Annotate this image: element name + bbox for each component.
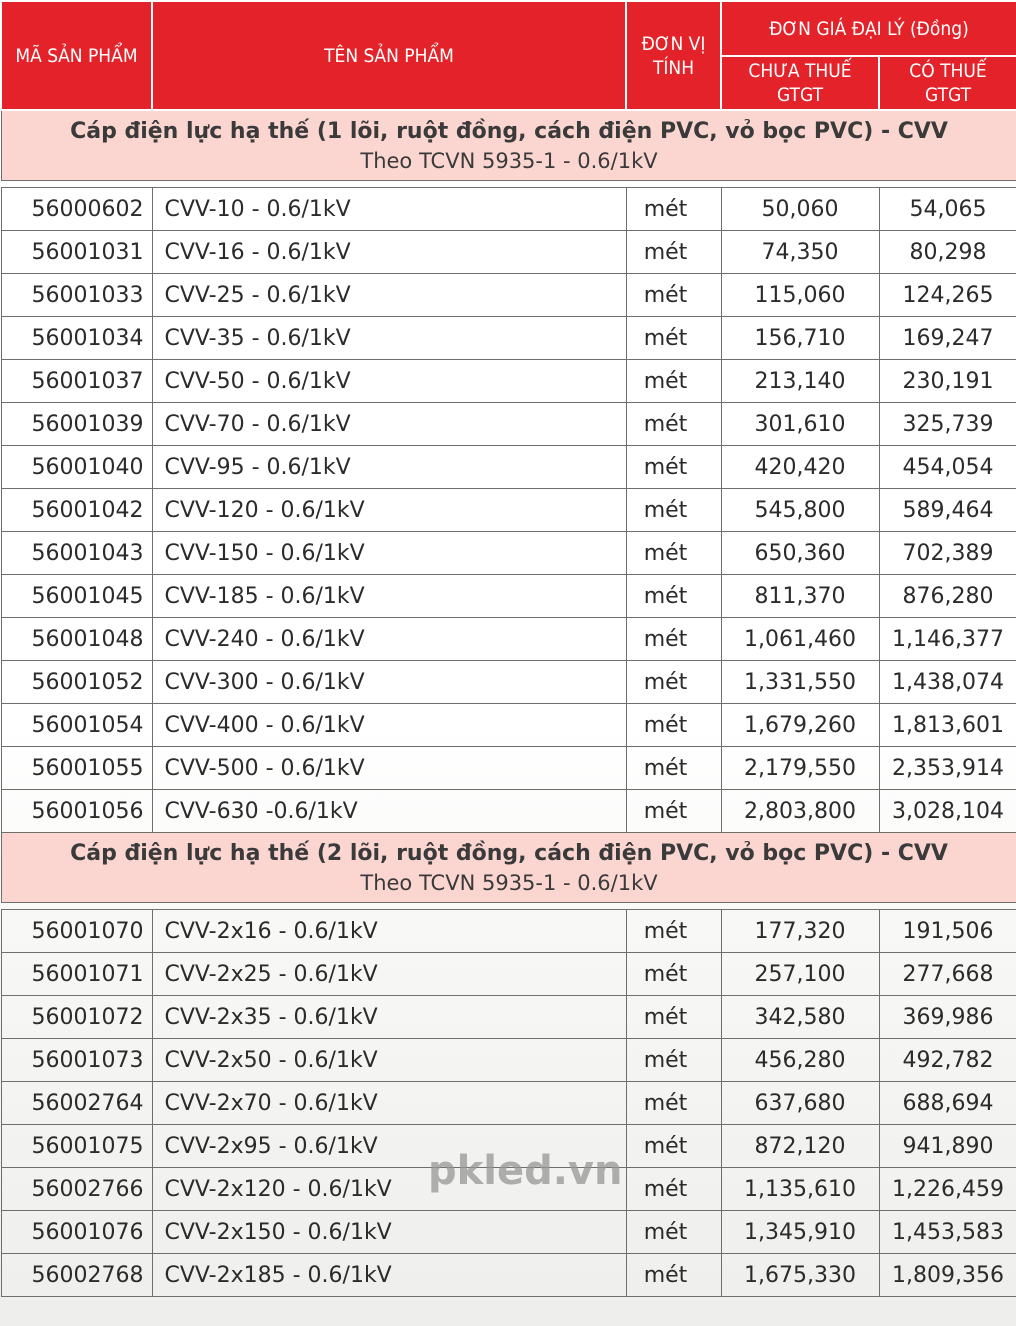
product-name: CVV-500 - 0.6/1kV: [152, 747, 626, 790]
table-body: [1, 110, 1016, 1297]
table-row: [1, 317, 1016, 360]
price-excl-vat: 420,420: [721, 446, 879, 489]
product-code: 56002766: [1, 1168, 152, 1211]
unit: mét: [626, 661, 721, 704]
product-code: 56001056: [1, 790, 152, 833]
table-row: [1, 661, 1016, 704]
table-row: [1, 618, 1016, 661]
section-spacer: [1, 181, 1016, 188]
section-header-2: [1, 833, 1016, 903]
product-name: CVV-2x120 - 0.6/1kV: [152, 1168, 626, 1211]
table-row: [1, 1254, 1016, 1297]
price-incl-vat: 1,809,356: [879, 1254, 1016, 1297]
price-incl-vat: 277,668: [879, 953, 1016, 996]
product-name: CVV-2x16 - 0.6/1kV: [152, 910, 626, 953]
product-code: 56002764: [1, 1082, 152, 1125]
price-excl-vat: 115,060: [721, 274, 879, 317]
product-name: CVV-150 - 0.6/1kV: [152, 532, 626, 575]
header-name: TÊN SẢN PHẨM: [152, 1, 626, 110]
product-code: 56001070: [1, 910, 152, 953]
product-name: CVV-2x50 - 0.6/1kV: [152, 1039, 626, 1082]
unit: mét: [626, 231, 721, 274]
unit: mét: [626, 704, 721, 747]
product-name: CVV-120 - 0.6/1kV: [152, 489, 626, 532]
unit: mét: [626, 1125, 721, 1168]
price-excl-vat: 811,370: [721, 575, 879, 618]
product-code: 56001034: [1, 317, 152, 360]
price-excl-vat: 213,140: [721, 360, 879, 403]
product-name: CVV-70 - 0.6/1kV: [152, 403, 626, 446]
unit: mét: [626, 1254, 721, 1297]
unit: mét: [626, 1168, 721, 1211]
product-name: CVV-240 - 0.6/1kV: [152, 618, 626, 661]
product-code: 56001055: [1, 747, 152, 790]
price-excl-vat: 2,179,550: [721, 747, 879, 790]
section-cell: [1, 833, 1016, 903]
price-excl-vat: 1,135,610: [721, 1168, 879, 1211]
price-incl-vat: 454,054: [879, 446, 1016, 489]
product-name: CVV-2x150 - 0.6/1kV: [152, 1211, 626, 1254]
price-incl-vat: 1,226,459: [879, 1168, 1016, 1211]
table-row: [1, 704, 1016, 747]
unit: mét: [626, 618, 721, 661]
price-excl-vat: 2,803,800: [721, 790, 879, 833]
table-row: [1, 1082, 1016, 1125]
table-row: [1, 575, 1016, 618]
unit: mét: [626, 1211, 721, 1254]
price-excl-vat: 156,710: [721, 317, 879, 360]
unit: mét: [626, 1039, 721, 1082]
price-incl-vat: 941,890: [879, 1125, 1016, 1168]
product-code: 56001075: [1, 1125, 152, 1168]
price-excl-vat: 1,345,910: [721, 1211, 879, 1254]
price-incl-vat: 369,986: [879, 996, 1016, 1039]
price-excl-vat: 637,680: [721, 1082, 879, 1125]
section-title: Cáp điện lực hạ thế (2 lõi, ruột đồng, cách điện PVC, vỏ bọc PVC) - CVV: [70, 840, 948, 866]
product-code: 56001073: [1, 1039, 152, 1082]
product-name: CVV-400 - 0.6/1kV: [152, 704, 626, 747]
price-incl-vat: 325,739: [879, 403, 1016, 446]
unit: mét: [626, 360, 721, 403]
price-incl-vat: 230,191: [879, 360, 1016, 403]
product-code: 56002768: [1, 1254, 152, 1297]
unit: mét: [626, 790, 721, 833]
table-row: [1, 403, 1016, 446]
product-code: 56000602: [1, 188, 152, 231]
unit: mét: [626, 532, 721, 575]
price-excl-vat: 1,331,550: [721, 661, 879, 704]
table-row: [1, 274, 1016, 317]
price-incl-vat: 876,280: [879, 575, 1016, 618]
price-excl-vat: 50,060: [721, 188, 879, 231]
table-row: [1, 747, 1016, 790]
price-incl-vat: 2,353,914: [879, 747, 1016, 790]
unit: mét: [626, 996, 721, 1039]
product-code: 56001071: [1, 953, 152, 996]
table-row: [1, 910, 1016, 953]
header-unit: ĐƠN VỊ TÍNH: [626, 1, 721, 110]
unit: mét: [626, 188, 721, 231]
product-name: CVV-25 - 0.6/1kV: [152, 274, 626, 317]
price-incl-vat: 169,247: [879, 317, 1016, 360]
table-row: [1, 446, 1016, 489]
unit: mét: [626, 747, 721, 790]
product-name: CVV-2x35 - 0.6/1kV: [152, 996, 626, 1039]
section-title: Cáp điện lực hạ thế (1 lõi, ruột đồng, cách điện PVC, vỏ bọc PVC) - CVV: [70, 118, 948, 144]
table-row: [1, 996, 1016, 1039]
section-subtitle: Theo TCVN 5935-1 - 0.6/1kV: [360, 148, 658, 173]
product-code: 56001040: [1, 446, 152, 489]
spacer-cell: [1, 181, 1016, 188]
header-code: MÃ SẢN PHẨM: [1, 1, 152, 110]
product-name: CVV-185 - 0.6/1kV: [152, 575, 626, 618]
unit: mét: [626, 274, 721, 317]
section-spacer: [1, 903, 1016, 910]
product-name: CVV-630 -0.6/1kV: [152, 790, 626, 833]
section-cell: [1, 110, 1016, 181]
header-price-group: ĐƠN GIÁ ĐẠI LÝ (Đồng): [721, 1, 1016, 56]
price-excl-vat: 177,320: [721, 910, 879, 953]
price-excl-vat: 872,120: [721, 1125, 879, 1168]
price-excl-vat: 74,350: [721, 231, 879, 274]
price-excl-vat: 456,280: [721, 1039, 879, 1082]
table-row: [1, 790, 1016, 833]
price-incl-vat: 589,464: [879, 489, 1016, 532]
header-price-incl: CÓ THUẾ GTGT: [879, 56, 1016, 110]
product-code: 56001042: [1, 489, 152, 532]
product-name: CVV-35 - 0.6/1kV: [152, 317, 626, 360]
section-header-1: [1, 110, 1016, 181]
product-name: CVV-10 - 0.6/1kV: [152, 188, 626, 231]
product-code: 56001048: [1, 618, 152, 661]
product-name: CVV-2x185 - 0.6/1kV: [152, 1254, 626, 1297]
unit: mét: [626, 575, 721, 618]
spacer-cell: [1, 903, 1016, 910]
table-row: [1, 1211, 1016, 1254]
product-code: 56001031: [1, 231, 152, 274]
product-code: 56001033: [1, 274, 152, 317]
price-incl-vat: 702,389: [879, 532, 1016, 575]
product-code: 56001076: [1, 1211, 152, 1254]
product-code: 56001054: [1, 704, 152, 747]
price-excl-vat: 301,610: [721, 403, 879, 446]
unit: mét: [626, 953, 721, 996]
product-code: 56001072: [1, 996, 152, 1039]
product-name: CVV-2x95 - 0.6/1kV: [152, 1125, 626, 1168]
unit: mét: [626, 317, 721, 360]
table-header: [1, 1, 1016, 110]
product-name: CVV-50 - 0.6/1kV: [152, 360, 626, 403]
product-name: CVV-300 - 0.6/1kV: [152, 661, 626, 704]
table-row: [1, 489, 1016, 532]
price-incl-vat: 1,438,074: [879, 661, 1016, 704]
product-code: 56001037: [1, 360, 152, 403]
watermark: pkled.vn: [428, 1148, 623, 1194]
product-name: CVV-2x70 - 0.6/1kV: [152, 1082, 626, 1125]
table-row: [1, 188, 1016, 231]
product-name: CVV-2x25 - 0.6/1kV: [152, 953, 626, 996]
price-incl-vat: 1,813,601: [879, 704, 1016, 747]
price-excl-vat: 1,675,330: [721, 1254, 879, 1297]
table-row: [1, 953, 1016, 996]
price-excl-vat: 545,800: [721, 489, 879, 532]
price-excl-vat: 342,580: [721, 996, 879, 1039]
table-row: [1, 532, 1016, 575]
price-incl-vat: 1,146,377: [879, 618, 1016, 661]
unit: mét: [626, 446, 721, 489]
product-name: CVV-95 - 0.6/1kV: [152, 446, 626, 489]
price-excl-vat: 1,679,260: [721, 704, 879, 747]
price-incl-vat: 124,265: [879, 274, 1016, 317]
price-incl-vat: 54,065: [879, 188, 1016, 231]
product-code: 56001052: [1, 661, 152, 704]
unit: mét: [626, 1082, 721, 1125]
table-row: [1, 360, 1016, 403]
price-excl-vat: 257,100: [721, 953, 879, 996]
price-incl-vat: 191,506: [879, 910, 1016, 953]
product-code: 56001043: [1, 532, 152, 575]
price-incl-vat: 1,453,583: [879, 1211, 1016, 1254]
product-name: CVV-16 - 0.6/1kV: [152, 231, 626, 274]
price-excl-vat: 650,360: [721, 532, 879, 575]
table-row: [1, 231, 1016, 274]
table-row: [1, 1039, 1016, 1082]
price-incl-vat: 80,298: [879, 231, 1016, 274]
price-excl-vat: 1,061,460: [721, 618, 879, 661]
product-code: 56001039: [1, 403, 152, 446]
unit: mét: [626, 489, 721, 532]
price-incl-vat: 492,782: [879, 1039, 1016, 1082]
section-subtitle: Theo TCVN 5935-1 - 0.6/1kV: [360, 870, 658, 895]
product-code: 56001045: [1, 575, 152, 618]
price-incl-vat: 688,694: [879, 1082, 1016, 1125]
price-incl-vat: 3,028,104: [879, 790, 1016, 833]
unit: mét: [626, 910, 721, 953]
header-price-excl: CHƯA THUẾ GTGT: [721, 56, 879, 110]
unit: mét: [626, 403, 721, 446]
